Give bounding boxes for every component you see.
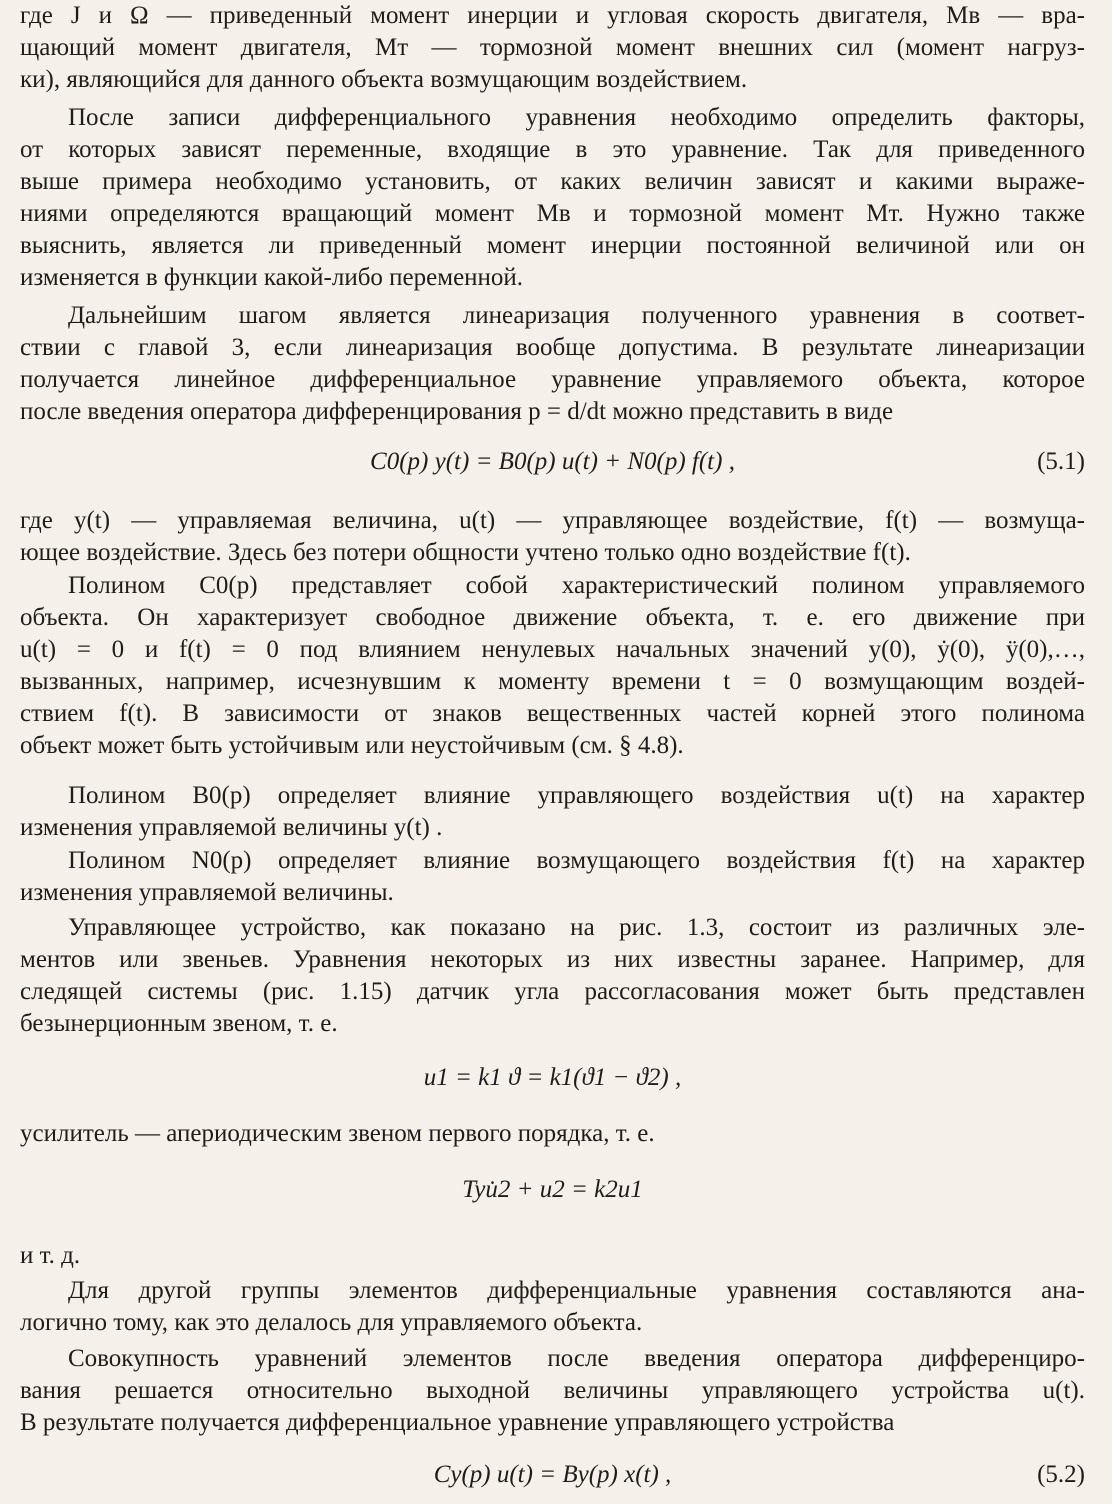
- text-line: где J и Ω — приведенный момент инерции и угловая скорость двигателя, Mв — вра-: [20, 2, 1085, 29]
- equation-body: Cy(p) u(t) = By(p) x(t) ,: [433, 1461, 672, 1488]
- text-line: безынерционным звеном, т. е.: [20, 1010, 338, 1037]
- paragraph: [20, 102, 1085, 294]
- text-line: объект может быть устойчивым или неустойчивым (см. § 4.8).: [20, 732, 684, 759]
- paragraph: [20, 1240, 1085, 1272]
- text-line: Полином N0(p) определяет влияние возмущающего воздействия f(t) на характер: [68, 847, 1085, 874]
- text-line: и т. д.: [20, 1242, 81, 1269]
- text-line: вания решается относительно выходной величины управляющего устройства u(t).: [20, 1377, 1085, 1404]
- text-line: выше примера необходимо установить, от каких величин зависят и какими выраже-: [20, 168, 1085, 195]
- text-line: где y(t) — управляемая величина, u(t) — управляющее воздействие, f(t) — возмуща-: [20, 507, 1085, 534]
- text-line: щающий момент двигателя, Mт — тормозной момент внешних сил (момент нагруз-: [20, 34, 1085, 61]
- paragraph: [20, 912, 1085, 1040]
- equation-body: C0(p) y(t) = B0(p) u(t) + N0(p) f(t) ,: [370, 448, 735, 475]
- text-line: ментов или звеньев. Уравнения некоторых из них известны заранее. Например, для: [20, 946, 1085, 973]
- text-line: изменения управляемой величины.: [20, 879, 394, 906]
- equation-body: u1 = k1 ϑ = k1(ϑ1 − ϑ2) ,: [423, 1064, 682, 1091]
- text-line: Совокупность уравнений элементов после введения оператора дифференциро-: [68, 1345, 1085, 1372]
- paragraph: [20, 1343, 1085, 1439]
- text-line: В результате получается дифференциальное уравнение управляющего устройства: [20, 1409, 895, 1436]
- text-line: ниями определяются вращающий момент Mв и тормозной момент Mт. Нужно также: [20, 200, 1085, 227]
- text-line: ки), являющийся для данного объекта возмущающим воздействием.: [20, 66, 748, 93]
- equation: [20, 442, 1085, 482]
- equation: [20, 1058, 1085, 1098]
- equation: [20, 1170, 1085, 1210]
- paragraph: [20, 505, 1085, 569]
- text-line: После записи дифференциального уравнения необходимо определить факторы,: [68, 104, 1085, 131]
- text-line: усилитель — апериодическим звеном первого порядка, т. е.: [20, 1120, 655, 1147]
- equation-number: (5.2): [1037, 1461, 1085, 1488]
- text-line: изменяется в функции какой-либо переменной.: [20, 264, 524, 291]
- paragraph: [20, 1118, 1085, 1150]
- text-line: u(t) = 0 и f(t) = 0 под влиянием ненулевых начальных значений y(0), ẏ(0), ÿ(0),…,: [20, 636, 1085, 663]
- text-line: выяснить, является ли приведенный момент инерции постоянной величиной или он: [20, 232, 1085, 259]
- paragraph: [20, 780, 1085, 844]
- paragraph: [20, 845, 1085, 909]
- text-line: после введения оператора дифференцирования p = d/dt можно представить в виде: [20, 398, 894, 425]
- text-line: Полином B0(p) определяет влияние управляющего воздействия u(t) на характер: [68, 782, 1085, 809]
- text-line: объекта. Он характеризует свободное движение объекта, т. е. его движение при: [20, 604, 1085, 631]
- text-line: Для другой группы элементов дифференциальные уравнения составляются ана-: [68, 1277, 1085, 1304]
- text-line: ствии с главой 3, если линеаризация вообще допустима. В результате линеаризации: [20, 334, 1085, 361]
- paragraph: [20, 570, 1085, 762]
- equation-number: (5.1): [1037, 448, 1085, 475]
- equation-body: Tyu̇2 + u2 = k2u1: [462, 1176, 643, 1203]
- text-line: вызванных, например, исчезнувшим к моменту времени t = 0 возмущающим воздей-: [20, 668, 1085, 695]
- paragraph: [20, 1275, 1085, 1339]
- text-line: от которых зависят переменные, входящие в это уравнение. Так для приведенного: [20, 136, 1085, 163]
- text-line: Управляющее устройство, как показано на рис. 1.3, состоит из различных эле-: [68, 914, 1085, 941]
- text-line: получается линейное дифференциальное уравнение управляемого объекта, которое: [20, 366, 1085, 393]
- text-line: Полином C0(p) представляет собой характеристический полином управляемого: [68, 572, 1085, 599]
- paragraph: [20, 300, 1085, 428]
- text-line: ствием f(t). В зависимости от знаков вещественных частей корней этого полинома: [20, 700, 1085, 727]
- text-line: Дальнейшим шагом является линеаризация полученного уравнения в соответ-: [68, 302, 1085, 329]
- text-line: следящей системы (рис. 1.15) датчик угла рассогласования может быть представлен: [20, 978, 1085, 1005]
- equation: [20, 1455, 1085, 1495]
- paragraph: [20, 0, 1085, 96]
- text-line: изменения управляемой величины y(t) .: [20, 814, 443, 841]
- text-line: логично тому, как это делалось для управляемого объекта.: [20, 1309, 643, 1336]
- text-line: ющее воздействие. Здесь без потери общности учтено только одно воздействие f(t).: [20, 539, 911, 566]
